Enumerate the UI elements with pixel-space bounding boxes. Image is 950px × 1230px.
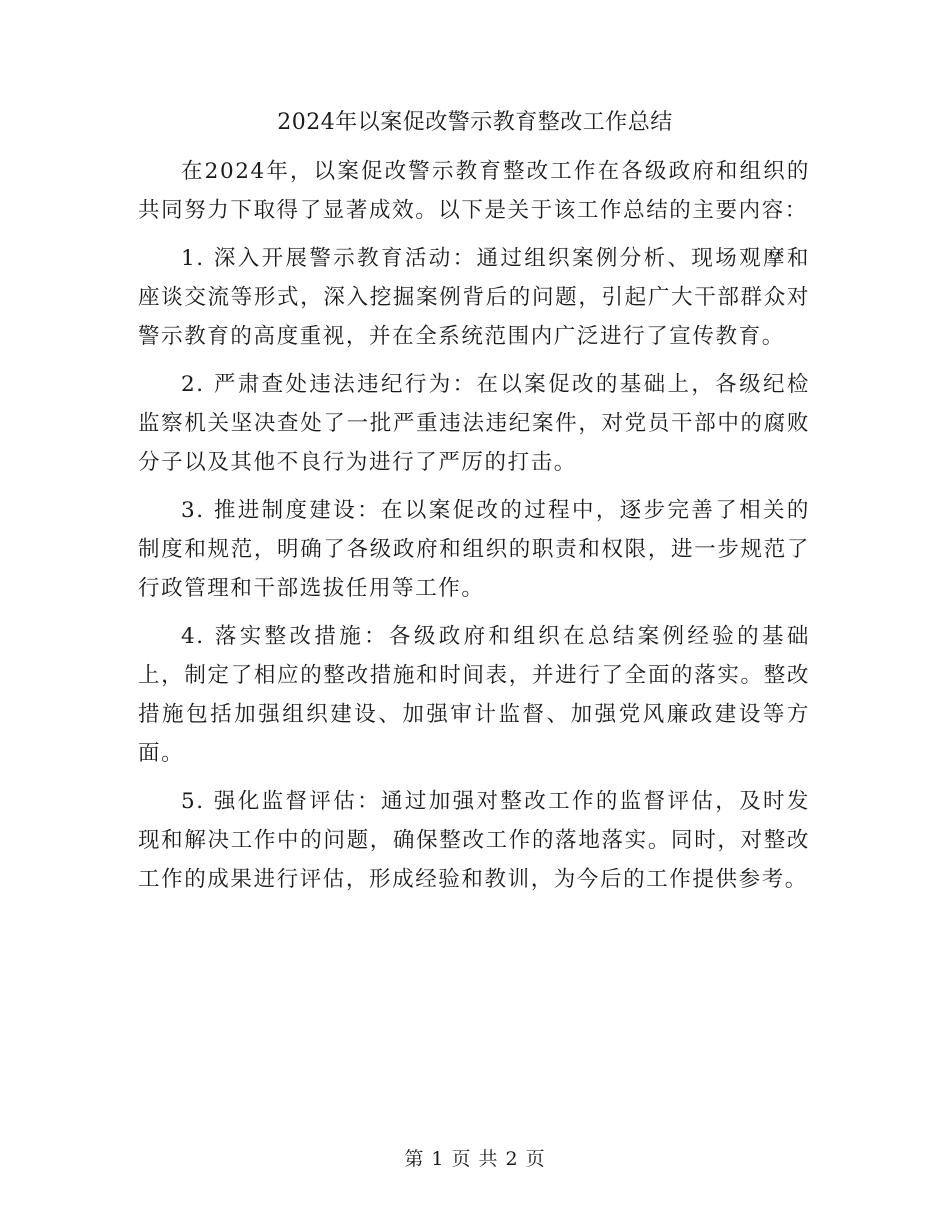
document-body (138, 152, 810, 908)
page-number-footer: 第 1 页 共 2 页 (404, 1148, 546, 1170)
item-paragraph-2: 2. 严肃查处违法违纪行为：在以案促改的基础上，各级纪检监察机关坚决查处了一批严重违法违纪案件，对党员干部中的腐败分子以及其他不良行为进行了严厉的打击。 (138, 372, 810, 475)
item-paragraph-5: 5. 强化监督评估：通过加强对整改工作的监督评估，及时发现和解决工作中的问题，确保整改工作的落地落实。同时，对整改工作的成果进行评估，形成经验和教训，为今后的工作提供参考。 (138, 789, 810, 892)
intro-paragraph: 在2024年，以案促改警示教育整改工作在各级政府和组织的共同努力下取得了显著成效。以下是关于该工作总结的主要内容： (138, 159, 810, 223)
document-title: 2024年以案促改警示教育整改工作总结 (277, 110, 673, 135)
item-paragraph-4: 4. 落实整改措施：各级政府和组织在总结案例经验的基础上，制定了相应的整改措施和时间表，并进行了全面的落实。整改措施包括加强组织建设、加强审计监督、加强党风廉政建设等方面。 (138, 624, 810, 766)
item-paragraph-1: 1. 深入开展警示教育活动：通过组织案例分析、现场观摩和座谈交流等形式，深入挖掘案例背后的问题，引起广大干部群众对警示教育的高度重视，并在全系统范围内广泛进行了宣传教育。 (138, 246, 810, 349)
item-paragraph-3: 3. 推进制度建设：在以案促改的过程中，逐步完善了相关的制度和规范，明确了各级政府和组织的职责和权限，进一步规范了行政管理和干部选拔任用等工作。 (138, 498, 810, 601)
